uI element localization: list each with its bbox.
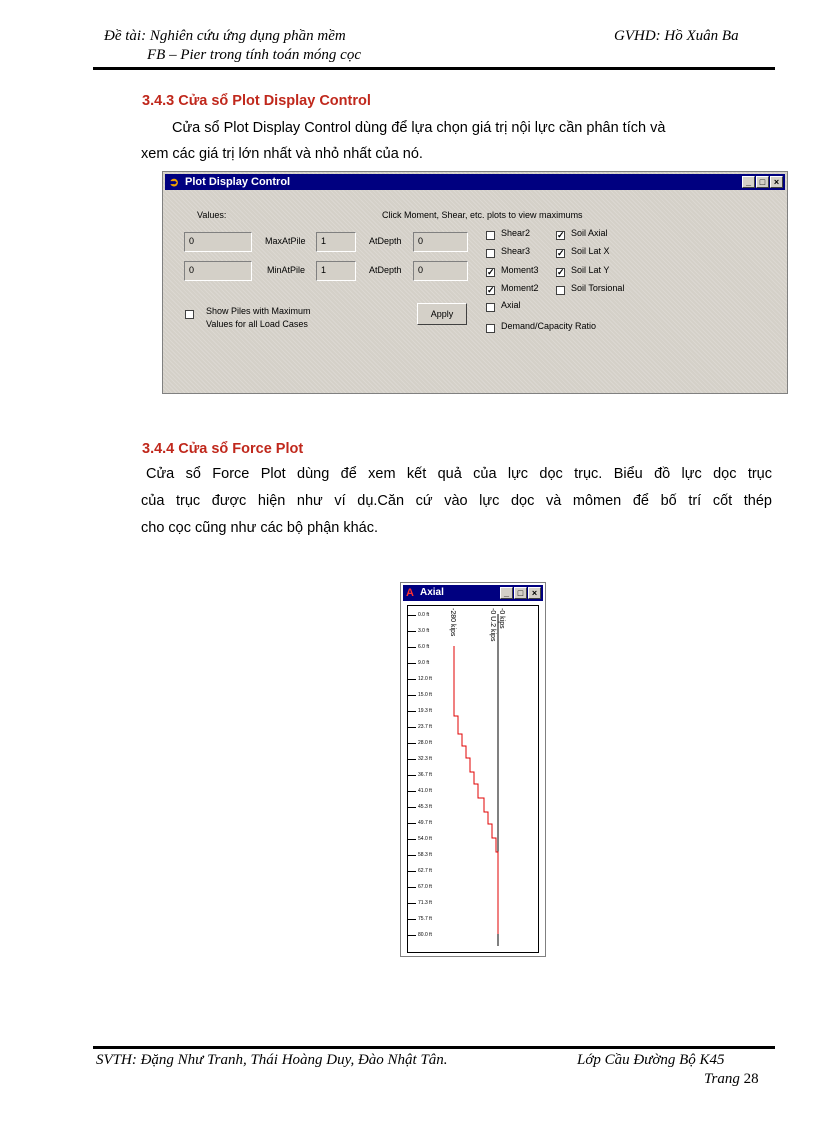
- apply-button[interactable]: Apply: [417, 303, 467, 325]
- shear3-checkbox[interactable]: [486, 249, 495, 258]
- depth-tick-label: 45.3 ft: [418, 804, 432, 810]
- max-pile-field[interactable]: 1: [316, 232, 356, 252]
- depth-tick-label: 23.7 ft: [418, 724, 432, 730]
- shear2-checkbox[interactable]: [486, 231, 495, 240]
- soil-lat-y-checkbox[interactable]: ✓: [557, 267, 565, 277]
- depth-tick-label: 32.3 ft: [418, 756, 432, 762]
- soil-lat-x-checkbox[interactable]: ✓: [557, 248, 565, 258]
- depth-tick-label: 54.0 ft: [418, 836, 432, 842]
- header-left-line1: Đề tài: Nghiên cứu ứng dụng phần mềm: [104, 28, 346, 44]
- close-button[interactable]: ×: [770, 176, 783, 188]
- demand-capacity-checkbox[interactable]: [486, 324, 495, 333]
- max-value-field[interactable]: 0: [184, 232, 252, 252]
- soil-torsional-checkbox[interactable]: [556, 286, 565, 295]
- app-icon: ➲: [169, 175, 180, 189]
- values-label: Values:: [197, 210, 227, 220]
- section-heading-343: 3.4.3 Cửa sổ Plot Display Control: [142, 93, 371, 109]
- show-piles-label-line2: Values for all Load Cases: [206, 319, 308, 329]
- depth-tick-label: 41.0 ft: [418, 788, 432, 794]
- axial-right-label: -0 U.2 kips: [489, 608, 496, 642]
- depth-tick-label: 58.3 ft: [418, 852, 432, 858]
- show-piles-checkbox[interactable]: [185, 310, 194, 319]
- axial-plot-area: [407, 605, 539, 953]
- show-piles-label-line1: Show Piles with Maximum: [206, 306, 311, 316]
- depth-tick-label: 12.0 ft: [418, 676, 432, 682]
- moment3-checkbox[interactable]: ✓: [487, 267, 495, 277]
- depth-tick-label: 80.0 ft: [418, 932, 432, 938]
- depth-tick-label: 6.0 ft: [418, 644, 430, 650]
- depth-tick-label: 3.0 ft: [418, 628, 430, 634]
- axial-titlebar[interactable]: [403, 585, 543, 601]
- soil-lat-x-label: Soil Lat X: [571, 246, 610, 256]
- soil-axial-label: Soil Axial: [571, 228, 608, 238]
- soil-axial-checkbox[interactable]: ✓: [557, 230, 565, 240]
- instruction-label: Click Moment, Shear, etc. plots to view maximums: [382, 210, 583, 220]
- axial-window-title: Axial: [420, 587, 444, 598]
- depth-tick-label: 67.0 ft: [418, 884, 432, 890]
- axial-app-icon: A: [406, 587, 414, 599]
- depth-tick-label: 75.7 ft: [418, 916, 432, 922]
- axial-force-diagram: [408, 606, 538, 952]
- window-title: Plot Display Control: [185, 176, 291, 188]
- window-titlebar[interactable]: [165, 174, 785, 190]
- axial-window: [400, 582, 546, 957]
- depth-tick-label: 62.7 ft: [418, 868, 432, 874]
- soil-lat-y-label: Soil Lat Y: [571, 265, 610, 275]
- soil-torsional-label: Soil Torsional: [571, 283, 625, 293]
- footer-left: SVTH: Đặng Như Tranh, Thái Hoàng Duy, Đào Nhật Tân.: [96, 1052, 448, 1068]
- maximize-button[interactable]: □: [756, 176, 769, 188]
- section-heading-344: 3.4.4 Cửa sổ Force Plot: [142, 441, 304, 457]
- page-number: 28: [743, 1071, 759, 1087]
- depth-tick-label: 9.0 ft: [418, 660, 430, 666]
- axial-force-line: [454, 646, 498, 934]
- moment2-checkbox[interactable]: ✓: [487, 285, 495, 295]
- depth-tick-label: 71.3 ft: [418, 900, 432, 906]
- max-pile-label: MaxAtPile: [265, 236, 306, 246]
- max-depth-field[interactable]: 0: [413, 232, 468, 252]
- section2-para-line2: của trục được hiện như ví dụ.Căn cứ vào lực dọc và mômen để bố trí cốt thép: [141, 493, 772, 509]
- min-value-field[interactable]: 0: [184, 261, 252, 281]
- axial-left-label: -280 kips: [449, 608, 456, 637]
- moment3-label: Moment3: [501, 265, 539, 275]
- section1-para-line1: Cửa sổ Plot Display Control dùng để lựa chọn giá trị nội lực cần phân tích và: [172, 120, 666, 136]
- min-depth-field[interactable]: 0: [413, 261, 468, 281]
- moment2-label: Moment2: [501, 283, 539, 293]
- plot-display-control-window: [162, 171, 788, 394]
- shear3-label: Shear3: [501, 246, 531, 256]
- shear2-label: Shear2: [501, 228, 531, 238]
- section1-para-line2: xem các giá trị lớn nhất và nhỏ nhất của nó.: [141, 146, 423, 162]
- depth-tick-label: 36.7 ft: [418, 772, 432, 778]
- footer-page: [704, 1071, 759, 1088]
- axial-checkbox[interactable]: [486, 303, 495, 312]
- min-pile-label: MinAtPile: [267, 265, 306, 275]
- min-depth-label: AtDepth: [369, 265, 402, 275]
- depth-tick-label: 19.3 ft: [418, 708, 432, 714]
- depth-tick-label: 49.7 ft: [418, 820, 432, 826]
- axial-minimize-button[interactable]: _: [500, 587, 513, 599]
- depth-tick-label: 15.0 ft: [418, 692, 432, 698]
- depth-tick-label: 0.0 ft: [418, 612, 430, 618]
- axial-close-button[interactable]: ×: [528, 587, 541, 599]
- depth-tick-label: 28.0 ft: [418, 740, 432, 746]
- axial-right-label-2: -0 kips: [498, 608, 505, 629]
- footer-rule: [93, 1046, 775, 1049]
- minimize-button[interactable]: _: [742, 176, 755, 188]
- demand-capacity-label: Demand/Capacity Ratio: [501, 321, 597, 331]
- footer-right: Lớp Cầu Đường Bộ K45: [577, 1052, 725, 1068]
- page-label: Trang: [704, 1071, 740, 1087]
- max-depth-label: AtDepth: [369, 236, 402, 246]
- axial-maximize-button[interactable]: □: [514, 587, 527, 599]
- header-left-line2: FB – Pier trong tính toán móng cọc: [147, 47, 361, 63]
- min-pile-field[interactable]: 1: [316, 261, 356, 281]
- axial-label: Axial: [501, 300, 521, 310]
- section2-para-line3: cho cọc cũng như các bộ phận khác.: [141, 520, 379, 536]
- header-rule: [93, 67, 775, 70]
- header-right: GVHD: Hồ Xuân Ba: [614, 28, 739, 44]
- section2-para-line1: Cửa sổ Force Plot dùng để xem kết quả của lực dọc trục. Biểu đồ lực dọc trục: [146, 466, 772, 482]
